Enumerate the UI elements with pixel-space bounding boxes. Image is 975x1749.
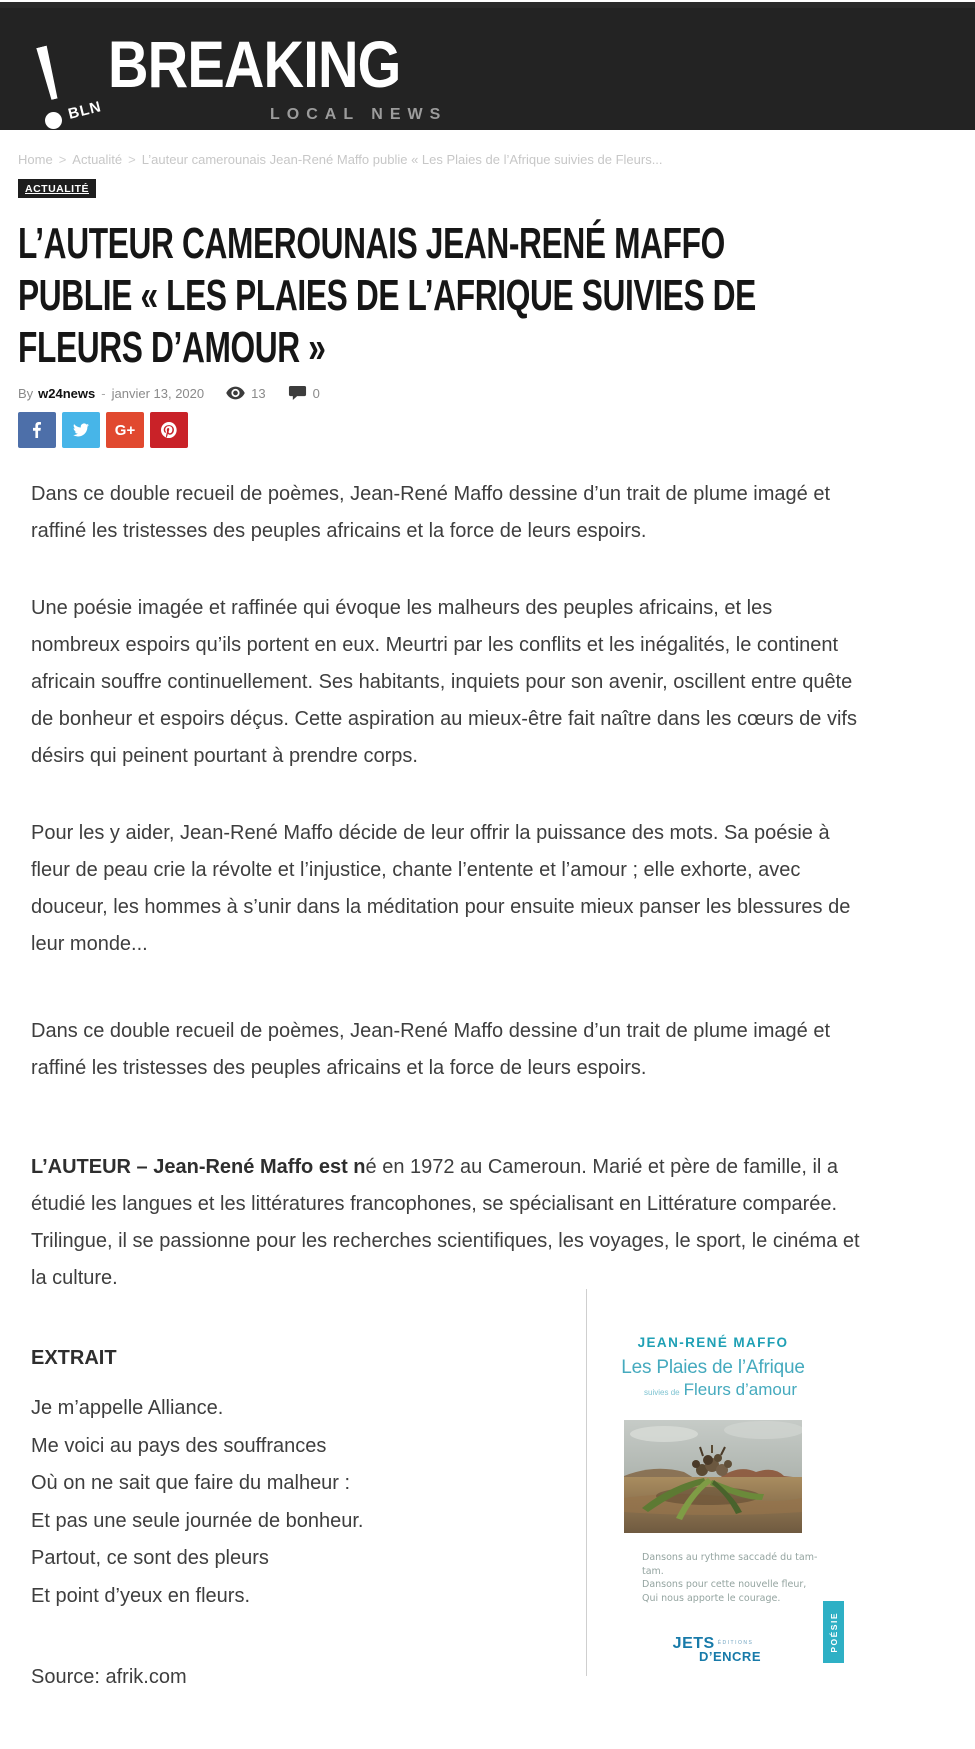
byline-separator: -	[101, 385, 106, 401]
share-buttons	[18, 412, 975, 448]
breadcrumb-separator: >	[128, 152, 136, 167]
article-paragraph: Dans ce double recueil de poèmes, Jean-René Maffo dessine d’un trait de plume imagé et raffiné les tristesses des peuples africains et la force de leurs espoirs.	[31, 1020, 830, 1079]
book-genre-label: POÉSIE	[828, 1611, 839, 1653]
extract-heading: EXTRAIT	[31, 1347, 117, 1369]
byline-author-link[interactable]: w24news	[38, 385, 96, 401]
book-cover-subtitle-main: Fleurs d’amour	[683, 1380, 797, 1399]
poem-line: Me voici au pays des souffrances	[31, 1434, 327, 1457]
publisher-name-jets: JETS	[672, 1635, 715, 1652]
page-content	[0, 130, 975, 1711]
book-cover-poem-line: Dansons au rythme saccadé du tam-tam.	[642, 1552, 818, 1577]
poem-line: Et pas une seule journée de bonheur.	[31, 1509, 364, 1532]
book-cover-panel	[586, 1289, 975, 1676]
book-genre-spine-badge	[823, 1601, 844, 1663]
breadcrumb-separator: >	[58, 152, 67, 167]
poem-line: Partout, ce sont des pleurs	[31, 1547, 269, 1569]
poem-line: Où on ne sait que faire du malheur :	[31, 1472, 351, 1494]
byline-by-label: By	[18, 385, 34, 401]
book-cover-author: JEAN-RENÉ MAFFO	[637, 1335, 789, 1350]
eye-icon	[226, 386, 245, 400]
share-pinterest-button[interactable]	[150, 412, 188, 448]
breadcrumb-category-link[interactable]: Actualité	[72, 152, 123, 167]
article-title-line: PUBLIE « LES PLAIES DE L’AFRIQUE SUIVIES DE	[18, 271, 756, 320]
breadcrumb	[18, 130, 975, 167]
publisher-name-dencre: D’ENCRE	[698, 1649, 761, 1664]
site-logo[interactable]	[15, 8, 448, 130]
share-facebook-button[interactable]	[18, 412, 56, 448]
book-cover	[599, 1289, 839, 1664]
share-googleplus-button[interactable]	[106, 412, 144, 448]
byline-date: janvier 13, 2020	[111, 385, 205, 401]
site-header	[0, 2, 975, 130]
publisher-logo	[599, 1637, 827, 1663]
googleplus-icon: G+	[114, 421, 136, 439]
article-paragraph: Dans ce double recueil de poèmes, Jean-René Maffo dessine d’un trait de plume imagé et raffiné les tristesses des peuples africains et la force de leurs espoirs.	[31, 483, 830, 542]
book-cover-photo-desert-plant	[624, 1420, 802, 1533]
author-bio-paragraph	[31, 1149, 861, 1297]
pinterest-icon	[161, 422, 177, 438]
article-title	[18, 218, 975, 374]
exclamation-dot-icon	[45, 112, 62, 129]
article-title-line: FLEURS D’AMOUR »	[18, 323, 326, 372]
views-count: 13	[251, 385, 266, 401]
exclamation-icon	[35, 45, 62, 101]
comments-count: 0	[312, 385, 320, 401]
facebook-icon	[29, 422, 45, 438]
poem-line: Et point d’yeux en fleurs.	[31, 1584, 251, 1607]
book-cover-subtitle	[599, 1380, 827, 1400]
views-counter	[226, 386, 265, 401]
logo-title: BREAKING	[108, 27, 401, 101]
source-line: Source: afrik.com	[31, 1666, 187, 1688]
article-paragraph: Une poésie imagée et raffinée qui évoque les malheurs des peuples africains, et les nombreux espoirs qu’ils portent en eux. Meurtri par les conflits et les inégalités, le continent africain souffre continuellement. Ses habitants, inquiets pour son avenir, oscillent entre quête de bonheur et espoirs déçus. Cette aspiration au mieux-être fait naître dans les cœurs de vifs désirs qui peinent pourtant à prendre corps.	[31, 597, 857, 767]
logo-bln-text: BLN	[66, 98, 104, 123]
comments-counter[interactable]	[288, 386, 320, 401]
comment-bubble-icon	[288, 386, 307, 400]
book-cover-subtitle-prefix: suivies de	[644, 1388, 680, 1397]
twitter-bird-icon	[73, 422, 89, 438]
book-cover-title: Les Plaies de l’Afrique	[621, 1357, 805, 1378]
publisher-editions-label: ÉDITIONS	[717, 1640, 754, 1646]
share-twitter-button[interactable]	[62, 412, 100, 448]
author-bio-rest: é en 1972 au Cameroun. Marié et père de famille, il a étudié les langues et les littératures francophones, se spécialisant en Littérature comparée. Trilingue, il se passionne pour les recherches scientifiques, les voyages, le sport, le cinéma et la culture.	[31, 1156, 860, 1289]
author-bio-lead: L’AUTEUR – Jean-René Maffo est n	[31, 1156, 366, 1178]
book-cover-poem	[599, 1551, 827, 1605]
breadcrumb-current-page: L’auteur camerounais Jean-René Maffo publie « Les Plaies de l’Afrique suivies de Fleurs...	[141, 152, 663, 167]
book-cover-poem-line: Dansons pour cette nouvelle fleur,	[642, 1579, 807, 1590]
breadcrumb-home-link[interactable]: Home	[18, 152, 53, 167]
logo-subtitle: LOCAL NEWS	[270, 106, 448, 123]
byline	[18, 384, 975, 402]
article-paragraph: Pour les y aider, Jean-René Maffo décide de leur offrir la puissance des mots. Sa poésie à fleur de peau crie la révolte et l’injustice, chante l’entente et l’amour ; elle exhorte, avec douceur, les hommes à s’unir dans la méditation pour ensuite mieux panser les blessures de leur monde...	[31, 822, 851, 955]
category-badge[interactable]: ACTUALITÉ	[18, 179, 96, 198]
author-and-extract-section	[18, 1149, 975, 1696]
article-title-line: L’AUTEUR CAMEROUNAIS JEAN-RENÉ MAFFO	[18, 219, 725, 268]
poem-line: Je m’appelle Alliance.	[31, 1397, 224, 1419]
book-cover-poem-line: Qui nous apporte le courage.	[642, 1592, 781, 1604]
